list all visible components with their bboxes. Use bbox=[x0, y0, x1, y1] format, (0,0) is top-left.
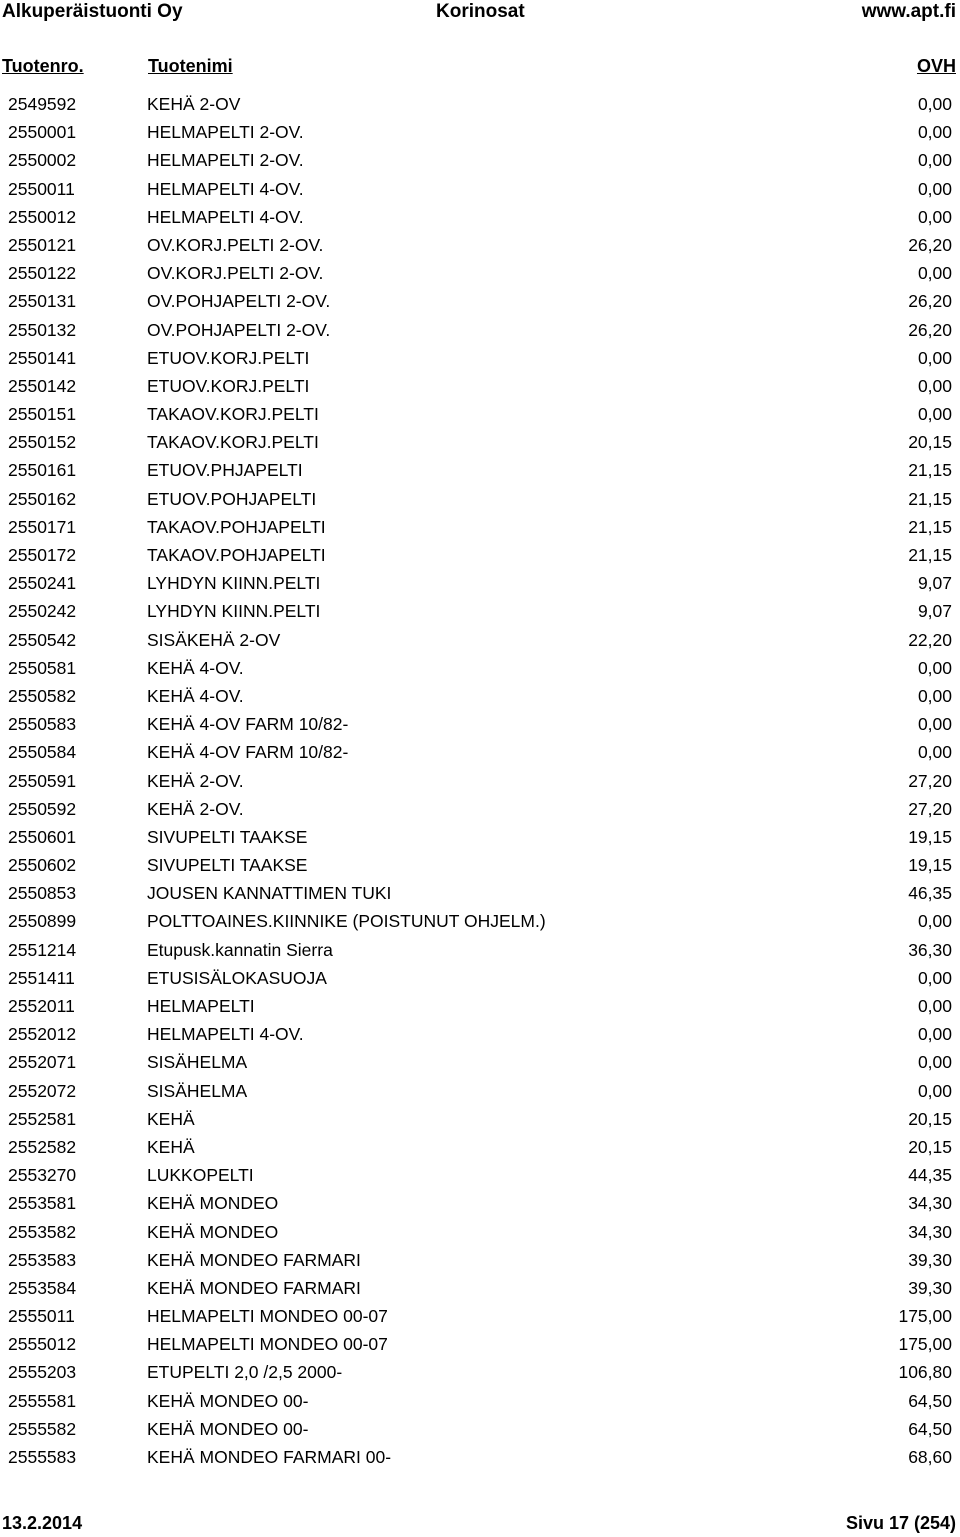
product-name: KEHÄ 2-OV bbox=[147, 94, 241, 114]
product-number: 2555012 bbox=[8, 1334, 77, 1355]
table-row bbox=[0, 513, 960, 541]
product-name: ETUPELTI 2,0 /2,5 2000- bbox=[147, 1362, 343, 1383]
product-number: 2550853 bbox=[8, 883, 77, 904]
table-row bbox=[0, 823, 960, 851]
product-price: 0,00 bbox=[917, 657, 952, 678]
table-row bbox=[0, 569, 960, 597]
product-number: 2555203 bbox=[8, 1362, 77, 1383]
table-row bbox=[0, 1105, 960, 1133]
product-number: 2550602 bbox=[8, 855, 77, 876]
table-row bbox=[0, 400, 960, 428]
product-price: 46,35 bbox=[908, 883, 952, 904]
table-row bbox=[0, 344, 960, 372]
product-name: SISÄHELMA bbox=[147, 1080, 248, 1101]
product-price: 34,30 bbox=[908, 1221, 952, 1242]
table-row bbox=[0, 626, 960, 654]
table-row bbox=[0, 1020, 960, 1048]
product-number: 2553581 bbox=[8, 1193, 77, 1214]
table-row bbox=[0, 118, 960, 146]
product-name: KEHÄ MONDEO bbox=[147, 1221, 279, 1242]
product-name: ETUOV.KORJ.PELTI bbox=[147, 375, 310, 396]
product-name: TAKAOV.KORJ.PELTI bbox=[147, 404, 319, 425]
product-name: ETUSISÄLOKASUOJA bbox=[147, 967, 327, 988]
document-title: Korinosat bbox=[436, 1, 525, 22]
product-price: 0,00 bbox=[917, 178, 952, 199]
table-row bbox=[0, 541, 960, 569]
table-row bbox=[0, 936, 960, 964]
table-row bbox=[0, 682, 960, 710]
product-price: 0,00 bbox=[917, 94, 952, 114]
product-price: 64,50 bbox=[908, 1418, 952, 1439]
page-number: Sivu 17 (254) bbox=[845, 1513, 956, 1533]
product-name: HELMAPELTI 2-OV. bbox=[147, 150, 304, 171]
product-price: 21,15 bbox=[908, 516, 952, 537]
product-number: 2550581 bbox=[8, 657, 77, 678]
table-row bbox=[0, 90, 960, 118]
product-price: 9,07 bbox=[917, 573, 952, 594]
product-number: 2550002 bbox=[8, 150, 77, 171]
product-name: HELMAPELTI bbox=[147, 996, 255, 1016]
product-name: HELMAPELTI 4-OV. bbox=[147, 206, 304, 227]
product-name: Etupusk.kannatin Sierra bbox=[147, 939, 333, 960]
product-price: 0,00 bbox=[917, 122, 952, 143]
table-row bbox=[0, 1387, 960, 1415]
product-name: KEHÄ bbox=[147, 1108, 195, 1129]
product-number: 2551411 bbox=[8, 967, 75, 988]
page-footer bbox=[0, 1510, 960, 1536]
product-name: KEHÄ MONDEO 00- bbox=[147, 1418, 309, 1439]
table-row bbox=[0, 767, 960, 795]
product-price: 175,00 bbox=[898, 1334, 952, 1355]
product-price: 0,00 bbox=[917, 996, 952, 1016]
table-row bbox=[0, 1443, 960, 1471]
product-number: 2555581 bbox=[8, 1390, 77, 1411]
product-name: LYHDYN KIINN.PELTI bbox=[147, 601, 321, 622]
product-number: 2550542 bbox=[8, 629, 77, 650]
product-name: HELMAPELTI 2-OV. bbox=[147, 122, 304, 143]
product-price: 0,00 bbox=[917, 375, 952, 396]
product-number: 2552581 bbox=[8, 1108, 77, 1129]
product-number: 2550584 bbox=[8, 742, 77, 763]
product-name: HELMAPELTI 4-OV. bbox=[147, 178, 304, 199]
table-row bbox=[0, 1274, 960, 1302]
product-name: ETUOV.PHJAPELTI bbox=[147, 460, 303, 481]
product-table bbox=[0, 90, 960, 1471]
product-name: SISÄHELMA bbox=[147, 1052, 248, 1073]
product-name: KEHÄ 2-OV. bbox=[147, 798, 244, 819]
product-name: KEHÄ 4-OV. bbox=[147, 657, 244, 678]
product-price: 20,15 bbox=[908, 1108, 952, 1129]
product-name: OV.POHJAPELTI 2-OV. bbox=[147, 319, 331, 340]
product-name: TAKAOV.KORJ.PELTI bbox=[147, 432, 319, 453]
product-price: 34,30 bbox=[908, 1193, 952, 1214]
product-price: 0,00 bbox=[917, 714, 952, 735]
product-name: JOUSEN KANNATTIMEN TUKI bbox=[147, 883, 392, 904]
product-number: 2550131 bbox=[8, 291, 77, 312]
product-name: KEHÄ MONDEO bbox=[147, 1193, 279, 1214]
product-price: 0,00 bbox=[917, 911, 952, 932]
product-number: 2553583 bbox=[8, 1249, 77, 1270]
page-header bbox=[0, 0, 960, 26]
product-name: SIVUPELTI TAAKSE bbox=[147, 855, 308, 876]
product-number: 2552582 bbox=[8, 1136, 77, 1157]
product-price: 27,20 bbox=[908, 770, 952, 791]
product-name: KEHÄ MONDEO FARMARI bbox=[147, 1249, 361, 1270]
table-row bbox=[0, 372, 960, 400]
table-row bbox=[0, 259, 960, 287]
product-number: 2555583 bbox=[8, 1447, 77, 1467]
product-name: KEHÄ MONDEO FARMARI bbox=[147, 1277, 361, 1298]
product-number: 2550132 bbox=[8, 319, 77, 340]
product-price: 20,15 bbox=[908, 432, 952, 453]
table-row bbox=[0, 1246, 960, 1274]
table-row bbox=[0, 485, 960, 513]
product-price: 0,00 bbox=[917, 347, 952, 368]
product-price: 36,30 bbox=[908, 939, 952, 960]
product-price: 26,20 bbox=[908, 234, 952, 255]
table-row bbox=[0, 1048, 960, 1076]
product-number: 2552012 bbox=[8, 1024, 77, 1045]
website-link[interactable]: www.apt.fi bbox=[861, 1, 956, 22]
product-number: 2550592 bbox=[8, 798, 77, 819]
product-name: OV.KORJ.PELTI 2-OV. bbox=[147, 234, 324, 255]
product-price: 0,00 bbox=[917, 742, 952, 763]
product-number: 2550151 bbox=[8, 404, 77, 425]
table-row bbox=[0, 203, 960, 231]
table-row bbox=[0, 710, 960, 738]
column-header-row bbox=[0, 54, 960, 80]
product-number: 2553270 bbox=[8, 1165, 77, 1186]
table-row bbox=[0, 1415, 960, 1443]
product-name: OV.POHJAPELTI 2-OV. bbox=[147, 291, 331, 312]
product-number: 2550242 bbox=[8, 601, 77, 622]
product-price: 0,00 bbox=[917, 206, 952, 227]
product-price: 20,15 bbox=[908, 1136, 952, 1157]
table-row bbox=[0, 1077, 960, 1105]
product-price: 9,07 bbox=[917, 601, 952, 622]
product-name: KEHÄ 2-OV. bbox=[147, 770, 244, 791]
product-name: KEHÄ bbox=[147, 1136, 195, 1157]
product-name: HELMAPELTI MONDEO 00-07 bbox=[147, 1334, 388, 1355]
product-name: OV.KORJ.PELTI 2-OV. bbox=[147, 263, 324, 284]
product-name: KEHÄ 4-OV FARM 10/82- bbox=[147, 714, 349, 735]
product-number: 2552011 bbox=[8, 996, 75, 1016]
product-number: 2553582 bbox=[8, 1221, 77, 1242]
product-price: 19,15 bbox=[908, 826, 952, 847]
table-row bbox=[0, 1218, 960, 1246]
table-row bbox=[0, 1133, 960, 1161]
product-number: 2550142 bbox=[8, 375, 77, 396]
table-row bbox=[0, 795, 960, 823]
table-row bbox=[0, 231, 960, 259]
product-price: 0,00 bbox=[917, 967, 952, 988]
product-price: 106,80 bbox=[898, 1362, 952, 1383]
table-row bbox=[0, 851, 960, 879]
table-row bbox=[0, 1161, 960, 1189]
product-number: 2550141 bbox=[8, 347, 77, 368]
product-name: SISÄKEHÄ 2-OV bbox=[147, 629, 281, 650]
product-name: HELMAPELTI 4-OV. bbox=[147, 1024, 304, 1045]
product-number: 2550241 bbox=[8, 573, 77, 594]
product-price: 0,00 bbox=[917, 1080, 952, 1101]
product-name: TAKAOV.POHJAPELTI bbox=[147, 516, 326, 537]
product-number: 2550162 bbox=[8, 488, 77, 509]
product-number: 2550011 bbox=[8, 178, 75, 199]
table-row bbox=[0, 316, 960, 344]
product-name: LYHDYN KIINN.PELTI bbox=[147, 573, 321, 594]
product-number: 2550172 bbox=[8, 545, 77, 565]
product-number: 2552072 bbox=[8, 1080, 77, 1101]
product-number: 2553584 bbox=[8, 1277, 77, 1298]
product-name: POLTTOAINES.KIINNIKE (POISTUNUT OHJELM.) bbox=[147, 911, 546, 932]
product-name: KEHÄ MONDEO FARMARI 00- bbox=[147, 1447, 392, 1467]
product-price: 0,00 bbox=[917, 1024, 952, 1045]
product-price: 21,15 bbox=[908, 545, 952, 565]
table-row bbox=[0, 964, 960, 992]
product-number: 2549592 bbox=[8, 94, 77, 114]
product-name: LUKKOPELTI bbox=[147, 1165, 254, 1186]
table-row bbox=[0, 654, 960, 682]
product-price: 21,15 bbox=[908, 460, 952, 481]
product-price: 0,00 bbox=[917, 404, 952, 425]
product-number: 2550122 bbox=[8, 263, 77, 284]
product-number: 2552071 bbox=[8, 1052, 77, 1073]
product-number: 2551214 bbox=[8, 939, 77, 960]
table-row bbox=[0, 1302, 960, 1330]
table-row bbox=[0, 1358, 960, 1386]
table-row bbox=[0, 287, 960, 315]
print-date: 13.2.2014 bbox=[2, 1513, 83, 1533]
product-price: 26,20 bbox=[908, 291, 952, 312]
product-price: 22,20 bbox=[908, 629, 952, 650]
product-number: 2550582 bbox=[8, 685, 77, 706]
product-name: KEHÄ 4-OV FARM 10/82- bbox=[147, 742, 349, 763]
table-row bbox=[0, 879, 960, 907]
column-header-number: Tuotenro. bbox=[2, 56, 84, 76]
product-number: 2550899 bbox=[8, 911, 77, 932]
product-price: 0,00 bbox=[917, 685, 952, 706]
product-number: 2550012 bbox=[8, 206, 77, 227]
column-header-name: Tuotenimi bbox=[148, 56, 233, 76]
product-price: 0,00 bbox=[917, 1052, 952, 1073]
product-name: ETUOV.POHJAPELTI bbox=[147, 488, 317, 509]
table-row bbox=[0, 456, 960, 484]
product-price: 27,20 bbox=[908, 798, 952, 819]
product-price: 26,20 bbox=[908, 319, 952, 340]
company-name: Alkuperäistuonti Oy bbox=[2, 1, 183, 22]
product-price: 68,60 bbox=[908, 1447, 952, 1467]
table-row bbox=[0, 175, 960, 203]
table-row bbox=[0, 738, 960, 766]
product-number: 2550583 bbox=[8, 714, 77, 735]
table-row bbox=[0, 146, 960, 174]
product-name: KEHÄ MONDEO 00- bbox=[147, 1390, 309, 1411]
product-name: KEHÄ 4-OV. bbox=[147, 685, 244, 706]
product-name: ETUOV.KORJ.PELTI bbox=[147, 347, 310, 368]
product-price: 0,00 bbox=[917, 150, 952, 171]
product-name: TAKAOV.POHJAPELTI bbox=[147, 545, 326, 565]
table-row bbox=[0, 1330, 960, 1358]
product-number: 2550171 bbox=[8, 516, 77, 537]
product-price: 39,30 bbox=[908, 1249, 952, 1270]
product-number: 2550591 bbox=[8, 770, 77, 791]
table-row bbox=[0, 992, 960, 1020]
product-price: 21,15 bbox=[908, 488, 952, 509]
product-name: HELMAPELTI MONDEO 00-07 bbox=[147, 1306, 388, 1327]
product-price: 64,50 bbox=[908, 1390, 952, 1411]
table-row bbox=[0, 907, 960, 935]
product-number: 2555582 bbox=[8, 1418, 77, 1439]
product-price: 19,15 bbox=[908, 855, 952, 876]
product-number: 2550152 bbox=[8, 432, 77, 453]
product-number: 2550601 bbox=[8, 826, 77, 847]
product-name: SIVUPELTI TAAKSE bbox=[147, 826, 308, 847]
product-price: 175,00 bbox=[898, 1306, 952, 1327]
product-price: 0,00 bbox=[917, 263, 952, 284]
column-header-price: OVH bbox=[916, 56, 956, 76]
product-number: 2550161 bbox=[8, 460, 77, 481]
product-number: 2550001 bbox=[8, 122, 77, 143]
table-row bbox=[0, 597, 960, 625]
product-price: 44,35 bbox=[908, 1165, 952, 1186]
product-number: 2550121 bbox=[8, 234, 77, 255]
table-row bbox=[0, 1189, 960, 1217]
table-row bbox=[0, 428, 960, 456]
product-price: 39,30 bbox=[908, 1277, 952, 1298]
product-number: 2555011 bbox=[8, 1306, 75, 1327]
